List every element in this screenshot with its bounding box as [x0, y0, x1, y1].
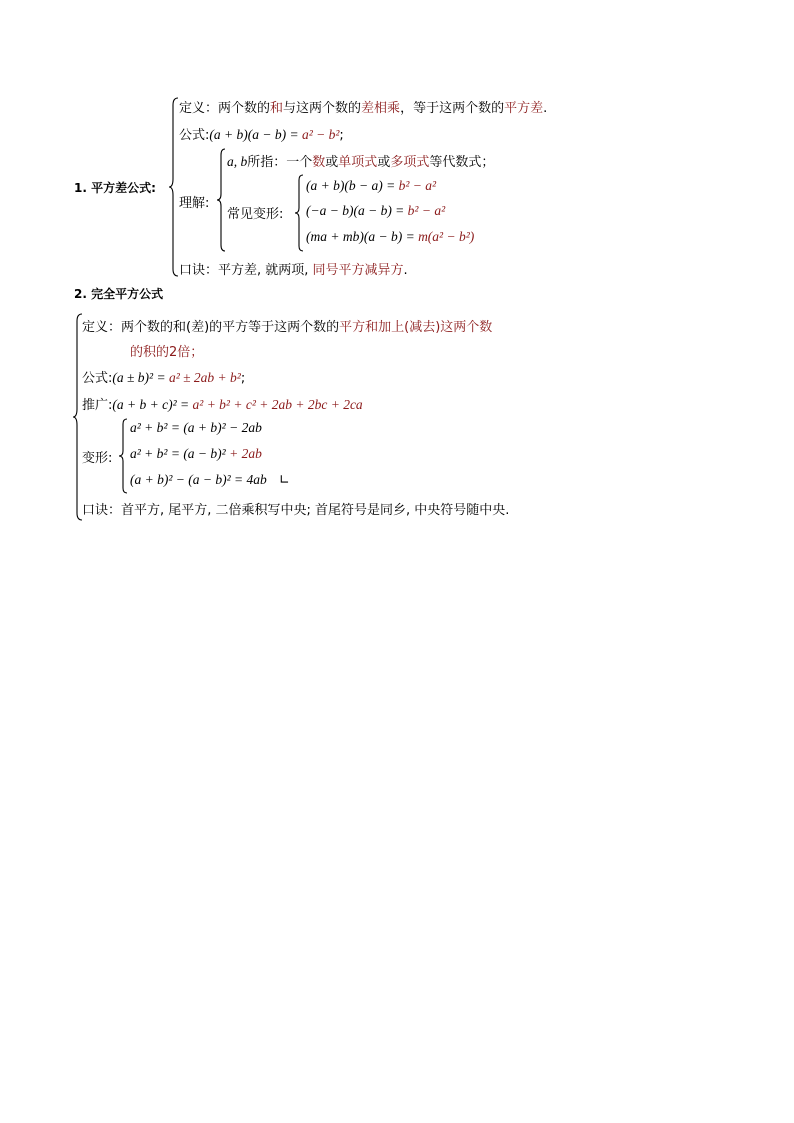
- s1-formula: 公式:(a + b)(a − b) = a² − b²;: [179, 127, 344, 143]
- s2-definition-line1: 定义：两个数的和(差)的平方等于这两个数的平方和加上(减去)这两个数: [82, 320, 493, 335]
- s2-variants-label: 变形:: [82, 451, 113, 466]
- s1-variant-1: (a + b)(b − a) = b² − a²: [306, 178, 437, 193]
- section2-main-brace: [72, 313, 84, 521]
- s2-variant-2: a² + b² = (a − b)² + 2ab: [130, 446, 262, 461]
- s1-understanding-brace: [216, 148, 226, 252]
- s1-variant-2: (−a − b)(a − b) = b² − a²: [306, 203, 446, 218]
- s2-extension: 推广:(a + b + c)² = a² + b² + c² + 2ab + 2bc + 2ca: [82, 397, 363, 413]
- s1-variants-brace: [294, 174, 304, 252]
- section1-label: 1. 平方差公式:: [74, 181, 156, 195]
- corner-mark-icon: ∟: [278, 473, 290, 488]
- s1-ab-meaning: a, b所指：一个数或单项式或多项式等代数式；: [227, 154, 495, 170]
- s2-definition-line2: 的积的2倍；: [130, 345, 204, 360]
- section2-title: 2. 完全平方公式: [74, 287, 164, 301]
- s2-mnemonic: 口诀：首平方, 尾平方, 二倍乘积写中央; 首尾符号是同乡, 中央符号随中央.: [82, 503, 510, 518]
- s1-variants-label: 常见变形:: [227, 207, 284, 222]
- s1-variant-3: (ma + mb)(a − b) = m(a² − b²): [306, 229, 475, 244]
- s2-variant-3: (a + b)² − (a − b)² = 4ab ∟: [130, 472, 290, 488]
- s2-variant-1: a² + b² = (a + b)² − 2ab: [130, 420, 262, 435]
- s1-definition: 定义：两个数的和与这两个数的差相乘，等于这两个数的平方差.: [179, 101, 548, 116]
- s2-formula: 公式:(a ± b)² = a² ± 2ab + b²;: [82, 370, 246, 386]
- s1-understanding-label: 理解:: [179, 196, 210, 211]
- s2-variants-brace: [118, 418, 128, 494]
- s1-mnemonic: 口诀：平方差, 就两项, 同号平方减异方.: [179, 263, 408, 278]
